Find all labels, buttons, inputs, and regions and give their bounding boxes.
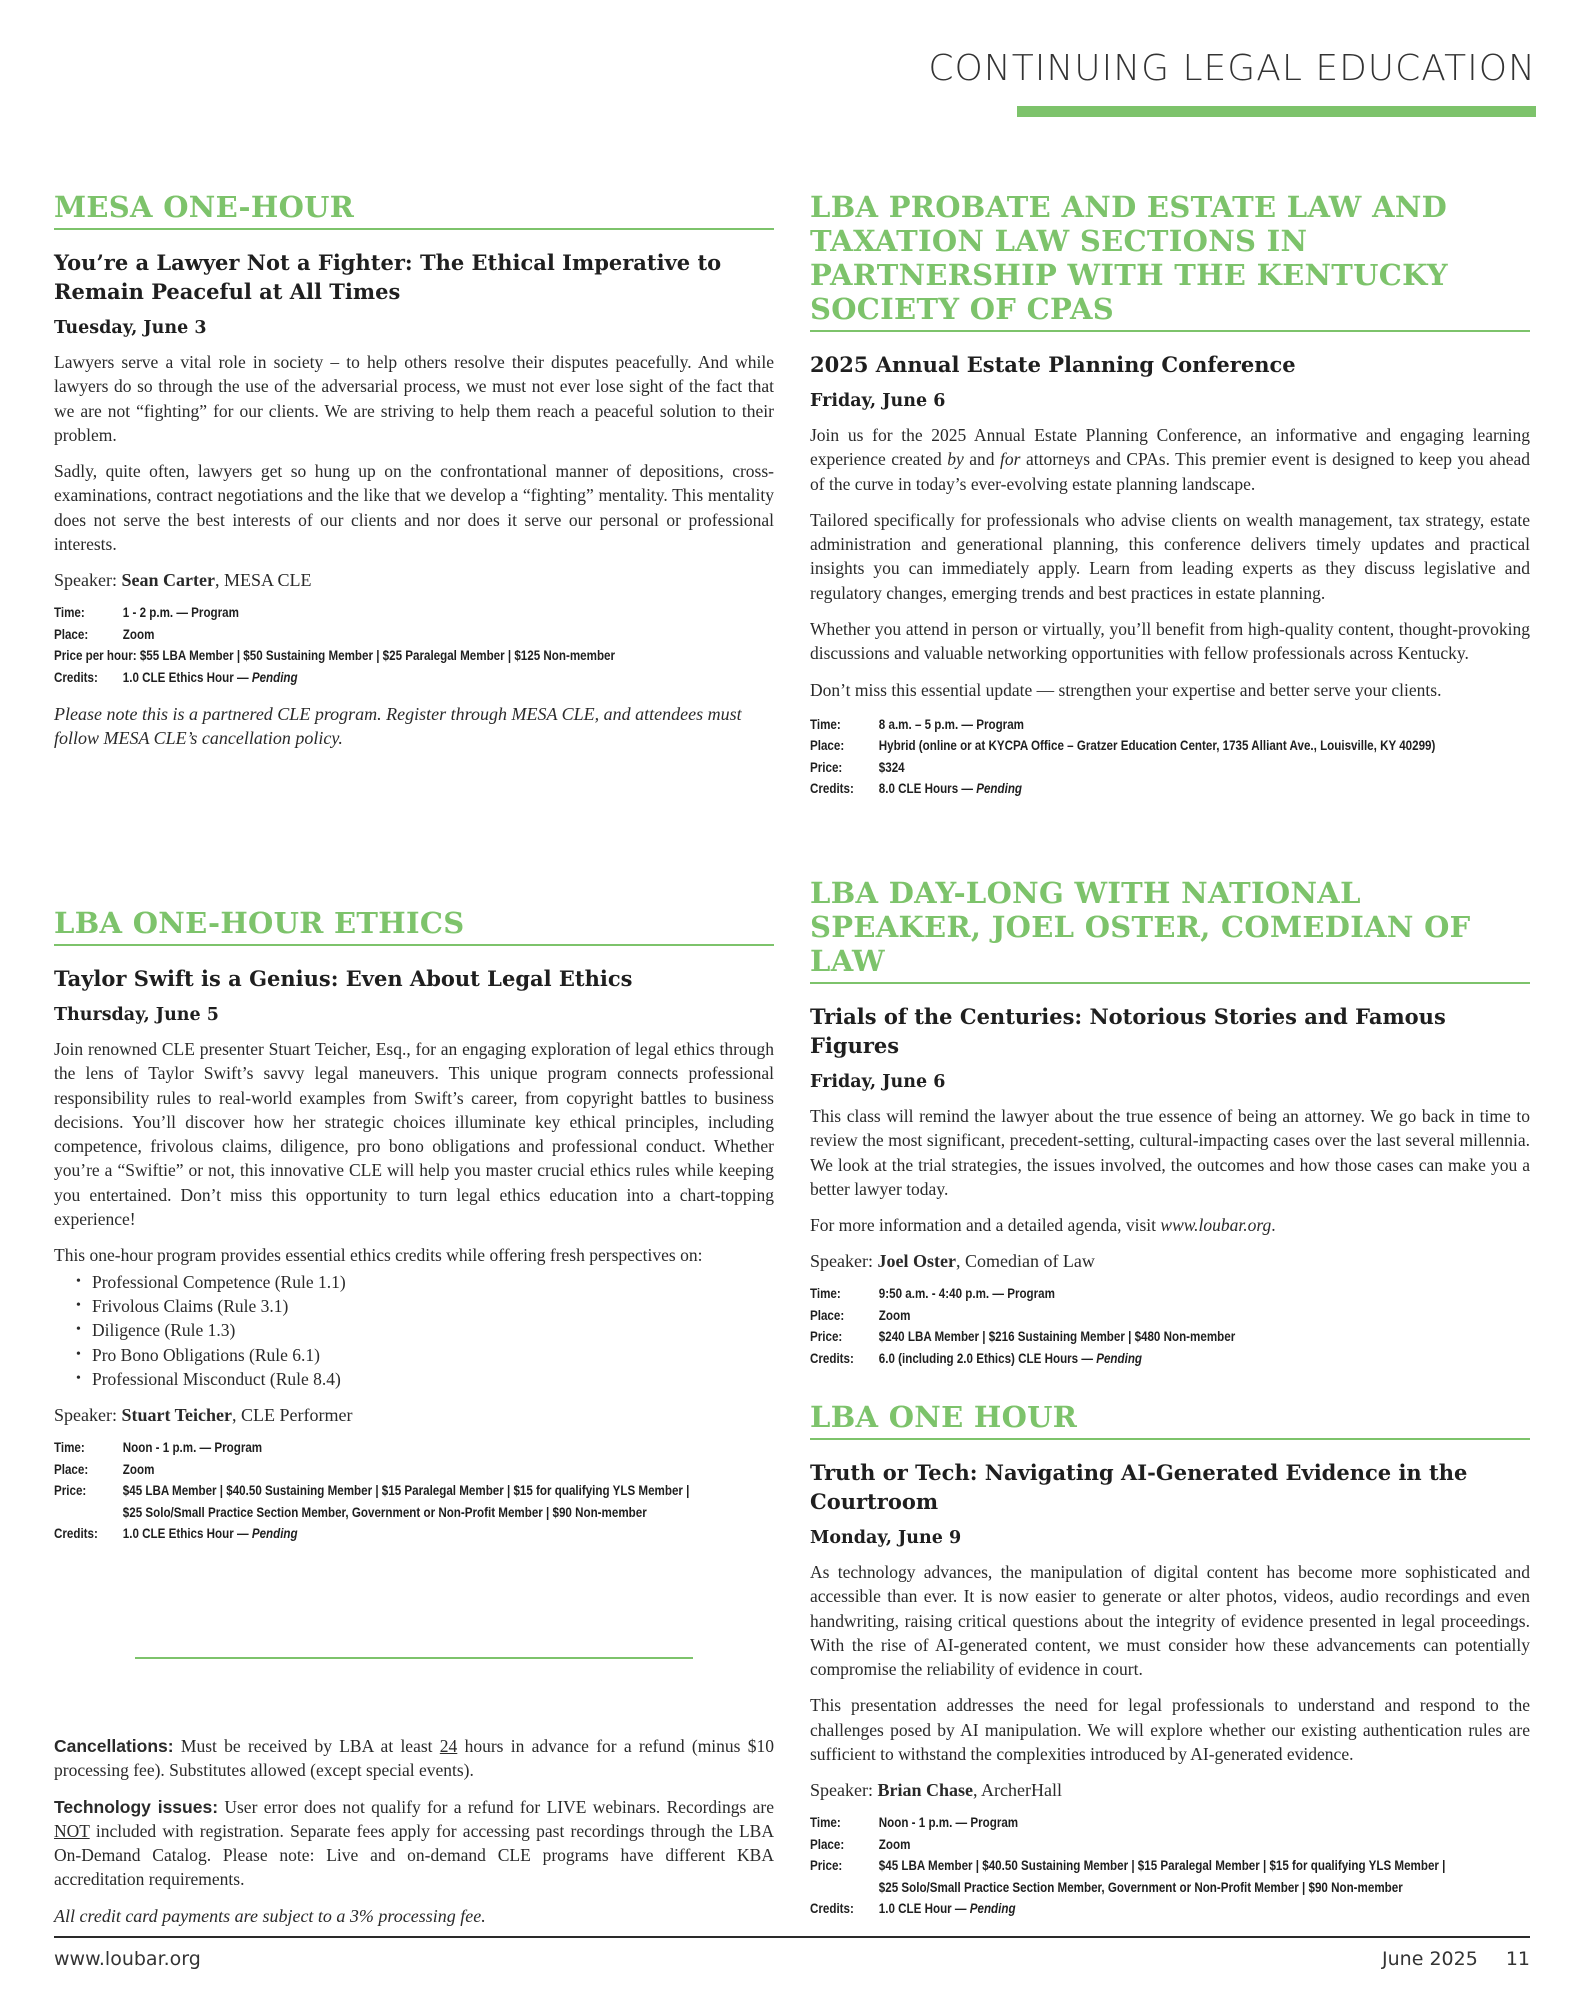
program-date: Friday, June 6 bbox=[810, 391, 946, 411]
section-heading: LBA ONE HOUR bbox=[810, 1400, 1530, 1440]
footer-rule bbox=[54, 1936, 1530, 1938]
event-details: Time: 9:50 a.m. - 4:40 p.m. — Program Place: Zoom Price: $240 LBA Member | $216 Sustaining Member | $480 Non-member Credits: 6.0 (including 2.0 Ethics) CLE Hours — Pending bbox=[810, 1283, 1528, 1369]
event-price: $240 LBA Member | $216 Sustaining Member | $480 Non-member bbox=[878, 1329, 1236, 1345]
description-paragraph: Tailored specifically for professionals who advise clients on wealth management, tax strategy, estate administration and generational planning, this conference delivers timely updates and practical insights you can immediately apply. Learn from leading experts as they discuss legislative and regulatory changes, emerging trends and best practices in estate planning. bbox=[810, 509, 1530, 603]
website-link[interactable]: www.loubar.org bbox=[1160, 1215, 1272, 1236]
event-credits: 1.0 CLE Ethics Hour — Pending bbox=[122, 669, 298, 685]
list-item: • Diligence (Rule 1.3) bbox=[76, 1318, 774, 1342]
event-credits: 1.0 CLE Hour — Pending bbox=[878, 1901, 1016, 1917]
event-details: Time: 1 - 2 p.m. — Program Place: Zoom Price per hour: $55 LBA Member | $50 Sustaining Member | $25 Paralegal Member | $125 Non-member Credits: 1.0 CLE Ethics Hour — Pending bbox=[54, 602, 772, 688]
program-date: Tuesday, June 3 bbox=[54, 318, 207, 338]
section-lba-one-hour-ethics bbox=[54, 906, 774, 1545]
page-number: 11 bbox=[1505, 1948, 1530, 1970]
event-time: Noon - 1 p.m. — Program bbox=[878, 1815, 1019, 1831]
event-time: 8 a.m. – 5 p.m. — Program bbox=[878, 716, 1024, 732]
event-details: Time: Noon - 1 p.m. — Program Place: Zoom Price: $45 LBA Member | $40.50 Sustaining Member | $15 Paralegal Member | $15 for qualifying YLS Member | $25 Solo/Small Practice Section Member, Government or Non-Profit Member | $90 Non-member Credits: 1.0 CLE Ethics Hour — Pending bbox=[54, 1437, 772, 1545]
speaker-name: Stuart Teicher bbox=[121, 1405, 232, 1426]
technology-policy: Technology issues: User error does not qualify for a refund for LIVE webinars. Recordings are NOT included with registration. Separate fees apply for accessing past recordings through the LBA On-Demand Catalog. Please note: Live and on-demand CLE programs have different KBA accreditation requirements. bbox=[54, 1796, 775, 1890]
description-paragraph: This one-hour program provides essential ethics credits while offering fresh perspectives on: bbox=[54, 1245, 703, 1266]
event-place: Zoom bbox=[122, 626, 155, 642]
event-place: Zoom bbox=[122, 1461, 155, 1477]
fine-print bbox=[54, 1734, 774, 1928]
cancellations-policy: Cancellations: Must be received by LBA at least 24 hours in advance for a refund (minus $10 processing fee). Substitutes allowed (except special events). bbox=[54, 1736, 774, 1781]
section-heading: LBA ONE-HOUR ETHICS bbox=[54, 906, 774, 946]
event-credits: 8.0 CLE Hours — Pending bbox=[878, 781, 1023, 797]
description-paragraph: As technology advances, the manipulation of digital content has become more sophisticated and accessible than ever. It is now easier to generate or alter photos, videos, audio recordings and even handwriting, raising critical questions about the integrity of evidence presented in legal proceedings. With the rise of AI-generated content, we must consider how these advancements can potentially compromise the reliability of evidence in court. bbox=[810, 1562, 1530, 1680]
list-item: • Professional Misconduct (Rule 8.4) bbox=[76, 1367, 774, 1391]
footer-website[interactable]: www.loubar.org bbox=[54, 1948, 201, 1970]
event-details: Time: 8 a.m. – 5 p.m. — Program Place: Hybrid (online or at KYCPA Office – Gratzer Education Center, 1735 Alliant Ave., Louisville, KY 40299) Price: $324 Credits: 8.0 CLE Hours — Pending bbox=[810, 714, 1528, 800]
program-title: Truth or Tech: Navigating AI-Generated Evidence in the Courtroom bbox=[810, 1460, 1468, 1514]
event-time: Noon - 1 p.m. — Program bbox=[122, 1440, 263, 1456]
program-title: Taylor Swift is a Genius: Even About Legal Ethics bbox=[54, 966, 633, 991]
event-place: Zoom bbox=[878, 1836, 911, 1852]
header-accent-bar bbox=[1017, 106, 1536, 117]
section-divider bbox=[135, 1657, 693, 1659]
section-lba-probate-estate bbox=[810, 190, 1530, 800]
section-lba-day-long bbox=[810, 876, 1530, 1369]
program-date: Monday, June 9 bbox=[810, 1528, 962, 1548]
program-date: Friday, June 6 bbox=[810, 1072, 946, 1092]
section-lba-one-hour bbox=[810, 1400, 1530, 1920]
speaker-line: Speaker: Stuart Teicher, CLE Performer bbox=[54, 1405, 353, 1426]
speaker-name: Brian Chase bbox=[877, 1780, 973, 1801]
event-time: 9:50 a.m. - 4:40 p.m. — Program bbox=[878, 1286, 1055, 1302]
event-price: $55 LBA Member | $50 Sustaining Member | $25 Paralegal Member | $125 Non-member bbox=[139, 648, 616, 664]
program-title: You’re a Lawyer Not a Fighter: The Ethical Imperative to Remain Peaceful at All Times bbox=[54, 250, 722, 304]
description-paragraph: Don’t miss this essential update — strengthen your expertise and better serve your clients. bbox=[810, 679, 1442, 700]
description-paragraph: This presentation addresses the need for legal professionals to understand and respond to the challenges posed by AI manipulation. We will explore whether our existing authentication rules are sufficient to withstand the complexities introduced by AI-generated evidence. bbox=[810, 1695, 1530, 1765]
event-place: Hybrid (online or at KYCPA Office – Gratzer Education Center, 1735 Alliant Ave., Louisville, KY 40299) bbox=[878, 738, 1436, 754]
speaker-line: Speaker: Sean Carter, MESA CLE bbox=[54, 570, 312, 591]
issue-date: June 2025 bbox=[1382, 1948, 1478, 1970]
list-item: • Frivolous Claims (Rule 3.1) bbox=[76, 1294, 774, 1318]
event-price: $45 LBA Member | $40.50 Sustaining Member | $15 Paralegal Member | $15 for qualifying YLS Member | $25 Solo/Small Practice Section Member, Government or Non-Profit Member | $90 Non-member bbox=[878, 1858, 1446, 1895]
fee-note: All credit card payments are subject to a 3% processing fee. bbox=[54, 1905, 486, 1926]
event-place: Zoom bbox=[878, 1307, 911, 1323]
header-title: CONTINUING LEGAL EDUCATION bbox=[928, 48, 1536, 89]
event-time: 1 - 2 p.m. — Program bbox=[122, 605, 239, 621]
section-mesa-one-hour bbox=[54, 190, 774, 750]
program-title: Trials of the Centuries: Notorious Stories and Famous Figures bbox=[810, 1004, 1446, 1058]
event-credits: 6.0 (including 2.0 Ethics) CLE Hours — Pending bbox=[878, 1350, 1143, 1366]
section-heading: MESA ONE-HOUR bbox=[54, 190, 774, 230]
footer-right bbox=[1382, 1948, 1530, 1970]
description-paragraph: Lawyers serve a vital role in society – to help others resolve their disputes peacefully. And while lawyers do so through the use of the adversarial process, we must not ever lose sight of the fact that we are not “fighting” for our clients. We are striving to help them reach a peaceful solution to their problem. bbox=[54, 352, 774, 445]
speaker-name: Joel Oster bbox=[877, 1251, 956, 1272]
event-details: Time: Noon - 1 p.m. — Program Place: Zoom Price: $45 LBA Member | $40.50 Sustaining Member | $15 Paralegal Member | $15 for qualifying YLS Member | $25 Solo/Small Practice Section Member, Government or Non-Profit Member | $90 Non-member Credits: 1.0 CLE Hour — Pending bbox=[810, 1812, 1528, 1920]
partner-note: Please note this is a partnered CLE program. Register through MESA CLE, and attendees must follow MESA CLE’s cancellation policy. bbox=[54, 704, 742, 749]
event-credits: 1.0 CLE Ethics Hour — Pending bbox=[122, 1526, 298, 1542]
topics-list bbox=[54, 1270, 774, 1391]
description-paragraph: Join us for the 2025 Annual Estate Planning Conference, an informative and engaging learning experience created by and for attorneys and CPAs. This premier event is designed to keep you ahead of the curve in today’s ever-evolving estate planning landscape. bbox=[810, 425, 1530, 494]
section-heading: LBA PROBATE AND ESTATE LAW AND TAXATION LAW SECTIONS IN PARTNERSHIP WITH THE KENTUCKY SOCIETY OF CPAS bbox=[810, 190, 1530, 332]
program-date: Thursday, June 5 bbox=[54, 1005, 219, 1025]
description-paragraph: Sadly, quite often, lawyers get so hung up on the confrontational manner of depositions, cross-examinations, contract negotiations and the like that we develop a “fighting” mentality. This mentality does not serve the best interests of our clients and nor does it serve our personal or professional interests. bbox=[54, 461, 774, 555]
speaker-line: Speaker: Joel Oster, Comedian of Law bbox=[810, 1251, 1095, 1272]
list-item: • Pro Bono Obligations (Rule 6.1) bbox=[76, 1343, 774, 1367]
description-paragraph: Join renowned CLE presenter Stuart Teicher, Esq., for an engaging exploration of legal ethics through the lens of Taylor Swift’s savvy legal maneuvers. This unique program connects professional responsibility rules to real-world examples from Swift’s career, from copyright battles to business decisions. You’ll discover how her strategic choices illuminate key ethical principles, including competence, frivolous claims, diligence, pro bono obligations and professional conduct. Whether you’re a “Swiftie” or not, this innovative CLE will help you master crucial ethics rules while keeping you entertained. Don’t miss this opportunity to turn legal ethics education into a chart-topping experience! bbox=[54, 1039, 774, 1230]
description-paragraph: This class will remind the lawyer about the true essence of being an attorney. We go back in time to review the most significant, precedent-setting, cultural-impacting cases over the last several millennia. We look at the trial strategies, the issues involved, the outcomes and how those cases can make you a better lawyer today. bbox=[810, 1106, 1530, 1199]
list-item: • Professional Competence (Rule 1.1) bbox=[76, 1270, 774, 1294]
event-price: $324 bbox=[878, 759, 905, 775]
description-paragraph: Whether you attend in person or virtually, you’ll benefit from high-quality content, thought-provoking discussions and valuable networking opportunities with fellow professionals across Kentucky. bbox=[810, 619, 1530, 664]
event-price: $45 LBA Member | $40.50 Sustaining Member | $15 Paralegal Member | $15 for qualifying YLS Member | $25 Solo/Small Practice Section Member, Government or Non-Profit Member | $90 Non-member bbox=[122, 1483, 690, 1520]
speaker-name: Sean Carter bbox=[121, 570, 215, 591]
program-title: 2025 Annual Estate Planning Conference bbox=[810, 352, 1296, 377]
speaker-line: Speaker: Brian Chase, ArcherHall bbox=[810, 1780, 1062, 1801]
section-heading: LBA DAY-LONG WITH NATIONAL SPEAKER, JOEL OSTER, COMEDIAN OF LAW bbox=[810, 876, 1530, 984]
more-info: For more information and a detailed agenda, visit www.loubar.org. bbox=[810, 1215, 1276, 1236]
